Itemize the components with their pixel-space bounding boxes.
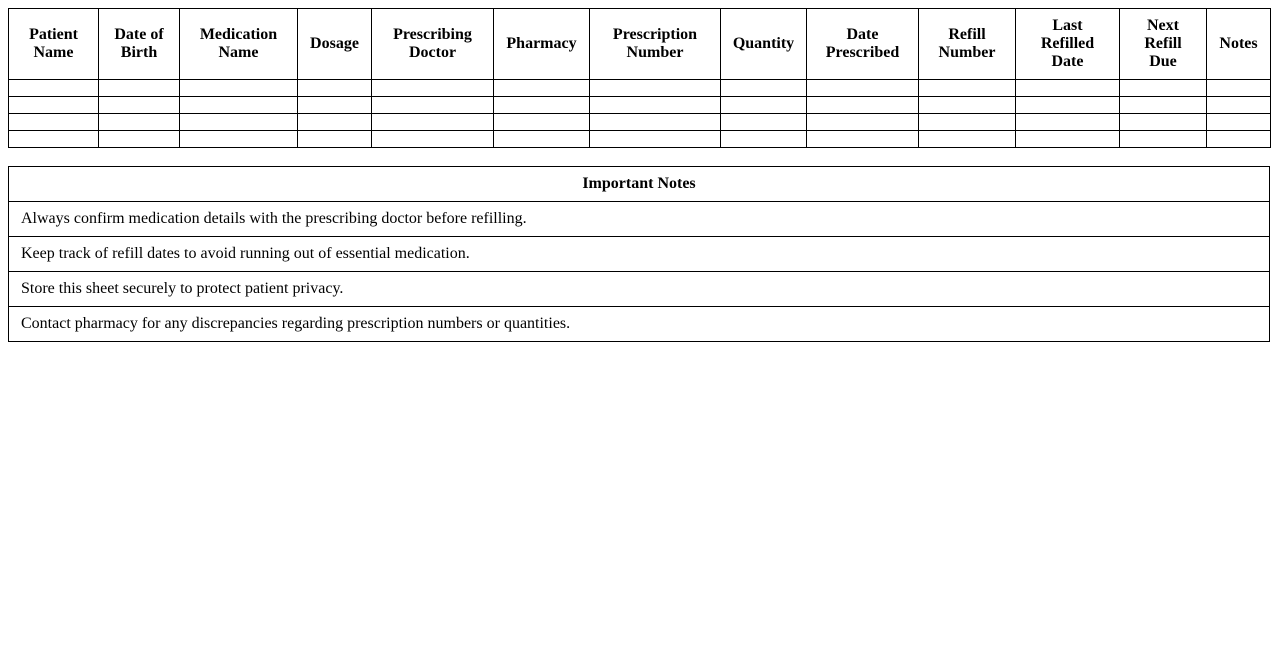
header-text: Next <box>1147 17 1179 34</box>
header-pharmacy <box>494 9 590 80</box>
table-cell[interactable] <box>807 131 919 148</box>
header-text: Prescription <box>612 26 698 43</box>
header-text: Doctor <box>408 44 457 61</box>
table-cell[interactable] <box>590 131 721 148</box>
table-cell[interactable] <box>298 114 372 131</box>
header-medication-name <box>180 9 298 80</box>
header-patient-name <box>9 9 99 80</box>
table-cell[interactable] <box>9 131 99 148</box>
table-cell[interactable] <box>9 97 99 114</box>
header-text: Refill <box>948 26 986 43</box>
table-cell[interactable] <box>372 97 494 114</box>
header-notes <box>1207 9 1271 80</box>
header-quantity <box>721 9 807 80</box>
table-cell[interactable] <box>298 97 372 114</box>
table-cell[interactable] <box>807 97 919 114</box>
notes-title: Important Notes <box>9 167 1270 202</box>
table-cell[interactable] <box>9 80 99 97</box>
table-cell[interactable] <box>919 80 1016 97</box>
table-cell[interactable] <box>1016 97 1120 114</box>
header-text: Refill <box>1144 35 1182 52</box>
table-cell[interactable] <box>1207 80 1271 97</box>
note-item: Keep track of refill dates to avoid running out of essential medication. <box>9 237 1270 272</box>
header-text: Number <box>626 44 684 61</box>
table-cell[interactable] <box>721 97 807 114</box>
table-cell[interactable] <box>99 97 180 114</box>
header-text: Due <box>1149 53 1177 70</box>
table-cell[interactable] <box>494 131 590 148</box>
table-cell[interactable] <box>180 114 298 131</box>
table-cell[interactable] <box>99 131 180 148</box>
table-cell[interactable] <box>99 80 180 97</box>
table-cell[interactable] <box>298 80 372 97</box>
table-row <box>9 97 1271 114</box>
header-text: Name <box>33 44 74 61</box>
table-row <box>9 80 1271 97</box>
table-cell[interactable] <box>99 114 180 131</box>
header-text: Date <box>846 26 879 43</box>
table-cell[interactable] <box>9 114 99 131</box>
header-text: Name <box>218 44 259 61</box>
table-cell[interactable] <box>180 97 298 114</box>
table-cell[interactable] <box>919 114 1016 131</box>
prescription-table <box>8 8 1271 148</box>
table-header-row <box>9 9 1271 80</box>
header-last-refilled-date <box>1016 9 1120 80</box>
note-item: Always confirm medication details with the prescribing doctor before refilling. <box>9 202 1270 237</box>
table-cell[interactable] <box>180 80 298 97</box>
header-prescribing-doctor <box>372 9 494 80</box>
table-cell[interactable] <box>1120 114 1207 131</box>
note-item: Store this sheet securely to protect patient privacy. <box>9 272 1270 307</box>
table-cell[interactable] <box>1120 131 1207 148</box>
table-cell[interactable] <box>590 97 721 114</box>
table-cell[interactable] <box>494 80 590 97</box>
table-cell[interactable] <box>721 131 807 148</box>
prescription-sheet <box>8 8 1270 342</box>
table-cell[interactable] <box>1016 80 1120 97</box>
table-cell[interactable] <box>919 97 1016 114</box>
header-text: Birth <box>120 44 158 61</box>
header-text: Number <box>938 44 996 61</box>
important-notes-table <box>8 166 1270 342</box>
header-text: Quantity <box>732 35 795 52</box>
table-row <box>9 114 1271 131</box>
header-refill-number <box>919 9 1016 80</box>
table-cell[interactable] <box>1207 114 1271 131</box>
note-item: Contact pharmacy for any discrepancies regarding prescription numbers or quantities. <box>9 307 1270 342</box>
header-text: Pharmacy <box>506 35 577 52</box>
header-date-prescribed <box>807 9 919 80</box>
table-cell[interactable] <box>807 80 919 97</box>
header-next-refill-due <box>1120 9 1207 80</box>
table-cell[interactable] <box>298 131 372 148</box>
header-date-of-birth <box>99 9 180 80</box>
table-cell[interactable] <box>180 131 298 148</box>
table-cell[interactable] <box>372 80 494 97</box>
table-cell[interactable] <box>494 114 590 131</box>
header-text: Notes <box>1219 35 1258 52</box>
table-cell[interactable] <box>1016 114 1120 131</box>
header-text: Last <box>1052 17 1083 34</box>
header-text: Prescribed <box>825 44 900 61</box>
table-cell[interactable] <box>1207 97 1271 114</box>
table-cell[interactable] <box>372 114 494 131</box>
header-text: Refilled <box>1040 35 1095 52</box>
header-text: Date <box>1051 53 1084 70</box>
table-cell[interactable] <box>721 80 807 97</box>
table-row <box>9 131 1271 148</box>
note-row <box>9 272 1270 307</box>
header-text: Date of <box>114 26 164 43</box>
note-row <box>9 307 1270 342</box>
table-cell[interactable] <box>919 131 1016 148</box>
header-text: Medication <box>199 26 278 43</box>
note-row <box>9 202 1270 237</box>
table-cell[interactable] <box>1016 131 1120 148</box>
note-row <box>9 237 1270 272</box>
header-text: Dosage <box>310 35 359 52</box>
table-cell[interactable] <box>372 131 494 148</box>
table-cell[interactable] <box>721 114 807 131</box>
table-cell[interactable] <box>1207 131 1271 148</box>
notes-header-row <box>9 167 1270 202</box>
table-cell[interactable] <box>1120 97 1207 114</box>
table-cell[interactable] <box>590 114 721 131</box>
table-cell[interactable] <box>807 114 919 131</box>
header-text: Patient <box>29 26 78 43</box>
table-cell[interactable] <box>590 80 721 97</box>
header-dosage <box>298 9 372 80</box>
header-prescription-number <box>590 9 721 80</box>
header-text: Prescribing <box>393 26 472 43</box>
table-cell[interactable] <box>1120 80 1207 97</box>
table-cell[interactable] <box>494 97 590 114</box>
